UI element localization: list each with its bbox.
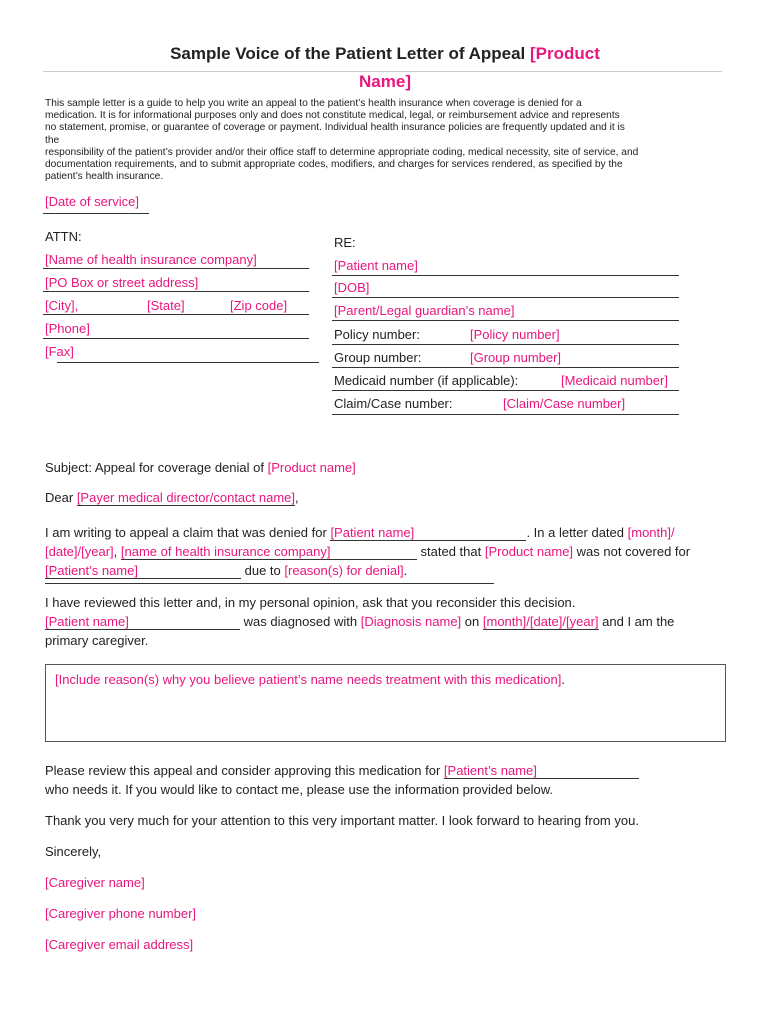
para2-diagnosis-field[interactable]: [Diagnosis name] (360, 614, 462, 629)
phone-field[interactable]: [Phone] (45, 321, 90, 336)
payer-contact-field[interactable]: [Payer medical director/contact name] (76, 490, 296, 505)
para3-text: Please review this appeal and consider approving this medication for (45, 763, 441, 778)
page-title (0, 44, 770, 64)
para1-reasons-field[interactable]: [reason(s) for denial] (284, 563, 404, 578)
para2-line3: primary caregiver. (45, 633, 149, 648)
field-underline (332, 320, 679, 321)
medicaid-label: Medicaid number (if applicable): (334, 373, 519, 388)
title-product-placeholder[interactable]: [Product (530, 44, 600, 63)
para2-text: and I am the (602, 614, 675, 629)
reason-box-placeholder: [Include reason(s) why you believe patient’s name needs treatment with this medication] (55, 672, 562, 687)
field-underline (332, 344, 679, 345)
date-of-service-underline (43, 213, 149, 214)
reason-box-text (55, 672, 565, 687)
field-underline (332, 414, 679, 415)
para1-period: . (403, 563, 408, 578)
sincerely-line: Sincerely, (45, 844, 102, 859)
attn-label: ATTN: (45, 229, 82, 244)
para1-patients-name-field[interactable]: [Patient’s name] (45, 563, 241, 579)
para1-patient-field[interactable]: [Patient name] (330, 525, 526, 541)
para1-date-field[interactable]: [date]/[year] (45, 544, 114, 559)
intro-line: patient’s health insurance. (45, 171, 164, 183)
address-field[interactable]: [PO Box or street address] (45, 275, 199, 290)
zip-field[interactable]: [Zip code] (230, 298, 288, 313)
re-patient-name-field[interactable]: [Patient name] (334, 258, 418, 273)
field-underline (43, 268, 309, 269)
guardian-field[interactable]: [Parent/Legal guardian’s name] (334, 303, 515, 318)
field-underline (43, 314, 309, 315)
group-number-field[interactable]: [Group number] (470, 350, 562, 365)
subject-product-field[interactable]: [Product name] (267, 460, 356, 475)
caregiver-name-field[interactable]: [Caregiver name] (45, 875, 145, 890)
group-label: Group number: (334, 350, 422, 365)
city-field[interactable]: [City], (45, 298, 79, 313)
dear-label: Dear (45, 490, 74, 505)
para2-line1: I have reviewed this letter and, in my personal opinion, ask that you reconsider this decision. (45, 595, 576, 610)
para1-month-field[interactable]: [month]/ (627, 525, 675, 540)
medicaid-number-field[interactable]: [Medicaid number] (561, 373, 668, 388)
intro-paragraph (45, 98, 725, 183)
para1-text: . In a letter dated (526, 525, 625, 540)
intro-line: responsibility of the patient’s provider and/or their office staff to determine appropriate coding, medical necessity, site of service, and (45, 146, 639, 158)
para2-date-field[interactable]: [month]/[date]/[year] (482, 614, 599, 629)
caregiver-email-field[interactable]: [Caregiver email address] (45, 937, 194, 952)
dear-comma: , (295, 490, 299, 505)
para1-product-field[interactable]: [Product name] (484, 544, 574, 559)
field-underline (45, 583, 494, 584)
para1-company-field[interactable]: [name of health insurance company] (121, 544, 417, 560)
subject-line (45, 460, 356, 475)
policy-number-field[interactable]: [Policy number] (470, 327, 560, 342)
field-underline (332, 297, 679, 298)
fax-field[interactable]: [Fax] (45, 344, 74, 359)
para1-text: I am writing to appeal a claim that was denied for (45, 525, 327, 540)
para1-text: due to (244, 563, 281, 578)
intro-line: no statement, promise, or guarantee of coverage or payment. Individual health insurance policies are frequently updated and it is (45, 122, 625, 134)
state-field[interactable]: [State] (147, 298, 185, 313)
para2-patient-field[interactable]: [Patient name] (45, 614, 240, 630)
dob-field[interactable]: [DOB] (334, 280, 370, 295)
para1-line1 (45, 525, 675, 541)
claim-number-field[interactable]: [Claim/Case number] (503, 396, 626, 411)
re-label: RE: (334, 235, 356, 250)
field-underline (57, 362, 319, 363)
field-underline (43, 338, 309, 339)
field-underline (332, 367, 679, 368)
intro-line: documentation requirements, and to submit appropriate codes, modifiers, and charges for services rendered, as specified by the (45, 159, 623, 171)
para1-sep: , (113, 544, 118, 559)
caregiver-phone-field[interactable]: [Caregiver phone number] (45, 906, 197, 921)
intro-line: This sample letter is a guide to help you write an appeal to the patient’s health insurance when coverage is denied for a (45, 98, 582, 109)
para3-line1 (45, 763, 639, 779)
para1-line3 (45, 563, 407, 579)
para3-patient-field[interactable]: [Patient’s name] (444, 763, 639, 779)
reason-box-period: . (561, 672, 565, 687)
para3-line2: who needs it. If you would like to contact me, please use the information provided below. (45, 782, 554, 797)
intro-line: medication. It is for informational purposes only and does not constitute medical, legal, or reimbursement advice and represents (45, 110, 620, 122)
claim-label: Claim/Case number: (334, 396, 453, 411)
reason-text-box[interactable] (45, 664, 726, 742)
insurance-company-field[interactable]: [Name of health insurance company] (45, 252, 257, 267)
salutation (45, 490, 299, 505)
para2-text: on (464, 614, 480, 629)
field-underline (332, 390, 679, 391)
field-underline (332, 275, 679, 276)
para2-line2 (45, 614, 674, 630)
thanks-line: Thank you very much for your attention to this very important matter. I look forward to hearing from you. (45, 813, 639, 828)
field-underline (43, 291, 309, 292)
title-product-placeholder-line2[interactable]: Name] (359, 72, 411, 91)
subject-label: Subject: Appeal for coverage denial of (45, 460, 264, 475)
para1-line2 (45, 544, 690, 560)
para2-text: was diagnosed with (243, 614, 358, 629)
date-of-service-field[interactable]: [Date of service] (45, 194, 139, 209)
policy-label: Policy number: (334, 327, 420, 342)
para1-text: stated that (420, 544, 482, 559)
title-text: Sample Voice of the Patient Letter of Appeal (170, 44, 526, 63)
intro-line: the (45, 134, 60, 146)
para1-text: was not covered for (576, 544, 691, 559)
